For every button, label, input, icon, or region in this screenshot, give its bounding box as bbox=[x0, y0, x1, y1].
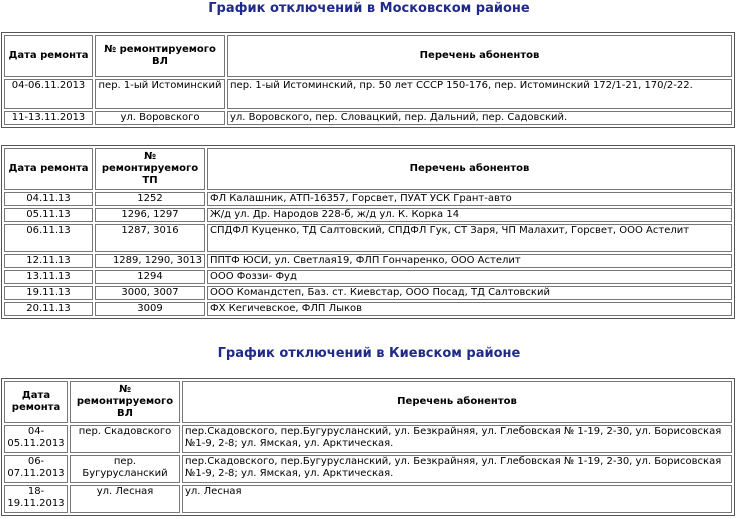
cell-line: ул. Лесная bbox=[70, 485, 180, 513]
cell-subscribers: ППТФ ЮСИ, ул. Светлая19, ФЛП Гончаренко, ООО Астелит bbox=[207, 254, 732, 268]
cell-subscribers: пер. 1-ый Истоминский, пр. 50 лет СССР 150-176, пер. Истоминский 172/1-21, 170/2-22. bbox=[227, 79, 732, 109]
table-row bbox=[4, 254, 732, 268]
cell-tp: 1296, 1297 bbox=[95, 208, 205, 222]
table-row bbox=[4, 270, 732, 284]
cell-subscribers: ООО Фоззи- Фуд bbox=[207, 270, 732, 284]
col-header-date: Дата ремонта bbox=[4, 148, 93, 190]
cell-line: пер. 1-ый Истоминский bbox=[95, 79, 225, 109]
cell-subscribers: пер.Скадовского, пер.Бугурусланский, ул. Безкрайняя, ул. Глебовская № 1-19, 2-30, ул. Борисовская №1-9, 2-8; ул. Ямская, ул. Арктическая. bbox=[182, 455, 732, 483]
col-header-tp: № ремонтируемого ТП bbox=[95, 148, 205, 190]
kiev-vl-table bbox=[1, 378, 735, 516]
col-header-subscribers: Перечень абонентов bbox=[182, 381, 732, 423]
moscow-title: График отключений в Московском районе bbox=[208, 1, 530, 16]
cell-subscribers: ООО Командстеп, Баз. ст. Киевстар, ООО Посад, ТД Салтовский bbox=[207, 286, 732, 300]
cell-date: 04-05.11.2013 bbox=[4, 425, 68, 453]
cell-date: 04.11.13 bbox=[4, 192, 93, 206]
col-header-subscribers: Перечень абонентов bbox=[207, 148, 732, 190]
col-header-date: Дата ремонта bbox=[4, 35, 93, 77]
table-row bbox=[4, 79, 732, 109]
cell-date: 11-13.11.2013 bbox=[4, 111, 93, 125]
cell-subscribers: Ж/д ул. Др. Народов 228-б, ж/д ул. К. Корка 14 bbox=[207, 208, 732, 222]
col-header-line: № ремонтируемого ВЛ bbox=[95, 35, 225, 77]
kiev-title: График отключений в Киевском районе bbox=[217, 346, 521, 361]
table-row bbox=[4, 208, 732, 222]
moscow-vl-table bbox=[1, 32, 735, 128]
col-header-date: Дата ремонта bbox=[4, 381, 68, 423]
cell-date: 13.11.13 bbox=[4, 270, 93, 284]
cell-line: пер. Скадовского bbox=[70, 425, 180, 453]
table-header-row bbox=[4, 35, 732, 77]
cell-subscribers: ул. Воровского, пер. Словацкий, пер. Дальний, пер. Садовский. bbox=[227, 111, 732, 125]
cell-date: 20.11.13 bbox=[4, 302, 93, 316]
table-row bbox=[4, 455, 732, 483]
cell-date: 05.11.13 bbox=[4, 208, 93, 222]
cell-tp: 1289, 1290, 3013 bbox=[95, 254, 205, 268]
table-row bbox=[4, 224, 732, 252]
table-header-row bbox=[4, 381, 732, 423]
cell-date: 12.11.13 bbox=[4, 254, 93, 268]
cell-subscribers: пер.Скадовского, пер.Бугурусланский, ул. Безкрайняя, ул. Глебовская № 1-19, 2-30, ул. Борисовская №1-9, 2-8; ул. Ямская, ул. Арктическая. bbox=[182, 425, 732, 453]
table-row bbox=[4, 192, 732, 206]
table-row bbox=[4, 485, 732, 513]
cell-tp: 1294 bbox=[95, 270, 205, 284]
cell-tp: 1252 bbox=[95, 192, 205, 206]
table-row bbox=[4, 425, 732, 453]
cell-line: пер. Бугурусланский bbox=[70, 455, 180, 483]
cell-date: 04-06.11.2013 bbox=[4, 79, 93, 109]
table-header-row bbox=[4, 148, 732, 190]
cell-tp: 1287, 3016 bbox=[95, 224, 205, 252]
col-header-line: № ремонтируемого ВЛ bbox=[70, 381, 180, 423]
cell-line: ул. Воровского bbox=[95, 111, 225, 125]
cell-subscribers: ФХ Кегичевское, ФЛП Лыков bbox=[207, 302, 732, 316]
table-row bbox=[4, 286, 732, 300]
cell-date: 06.11.13 bbox=[4, 224, 93, 252]
col-header-subscribers: Перечень абонентов bbox=[227, 35, 732, 77]
cell-subscribers: ул. Лесная bbox=[182, 485, 732, 513]
cell-date: 18-19.11.2013 bbox=[4, 485, 68, 513]
table-row bbox=[4, 302, 732, 316]
moscow-tp-table bbox=[1, 145, 735, 319]
cell-tp: 3009 bbox=[95, 302, 205, 316]
cell-tp: 3000, 3007 bbox=[95, 286, 205, 300]
cell-subscribers: ФЛ Калашник, АТП-16357, Горсвет, ПУАТ УСК Грант-авто bbox=[207, 192, 732, 206]
table-row bbox=[4, 111, 732, 125]
cell-date: 19.11.13 bbox=[4, 286, 93, 300]
cell-date: 06-07.11.2013 bbox=[4, 455, 68, 483]
cell-subscribers: СПДФЛ Куценко, ТД Салтовский, СПДФЛ Гук, СТ Заря, ЧП Малахит, Горсвет, ООО Астелит bbox=[207, 224, 732, 252]
